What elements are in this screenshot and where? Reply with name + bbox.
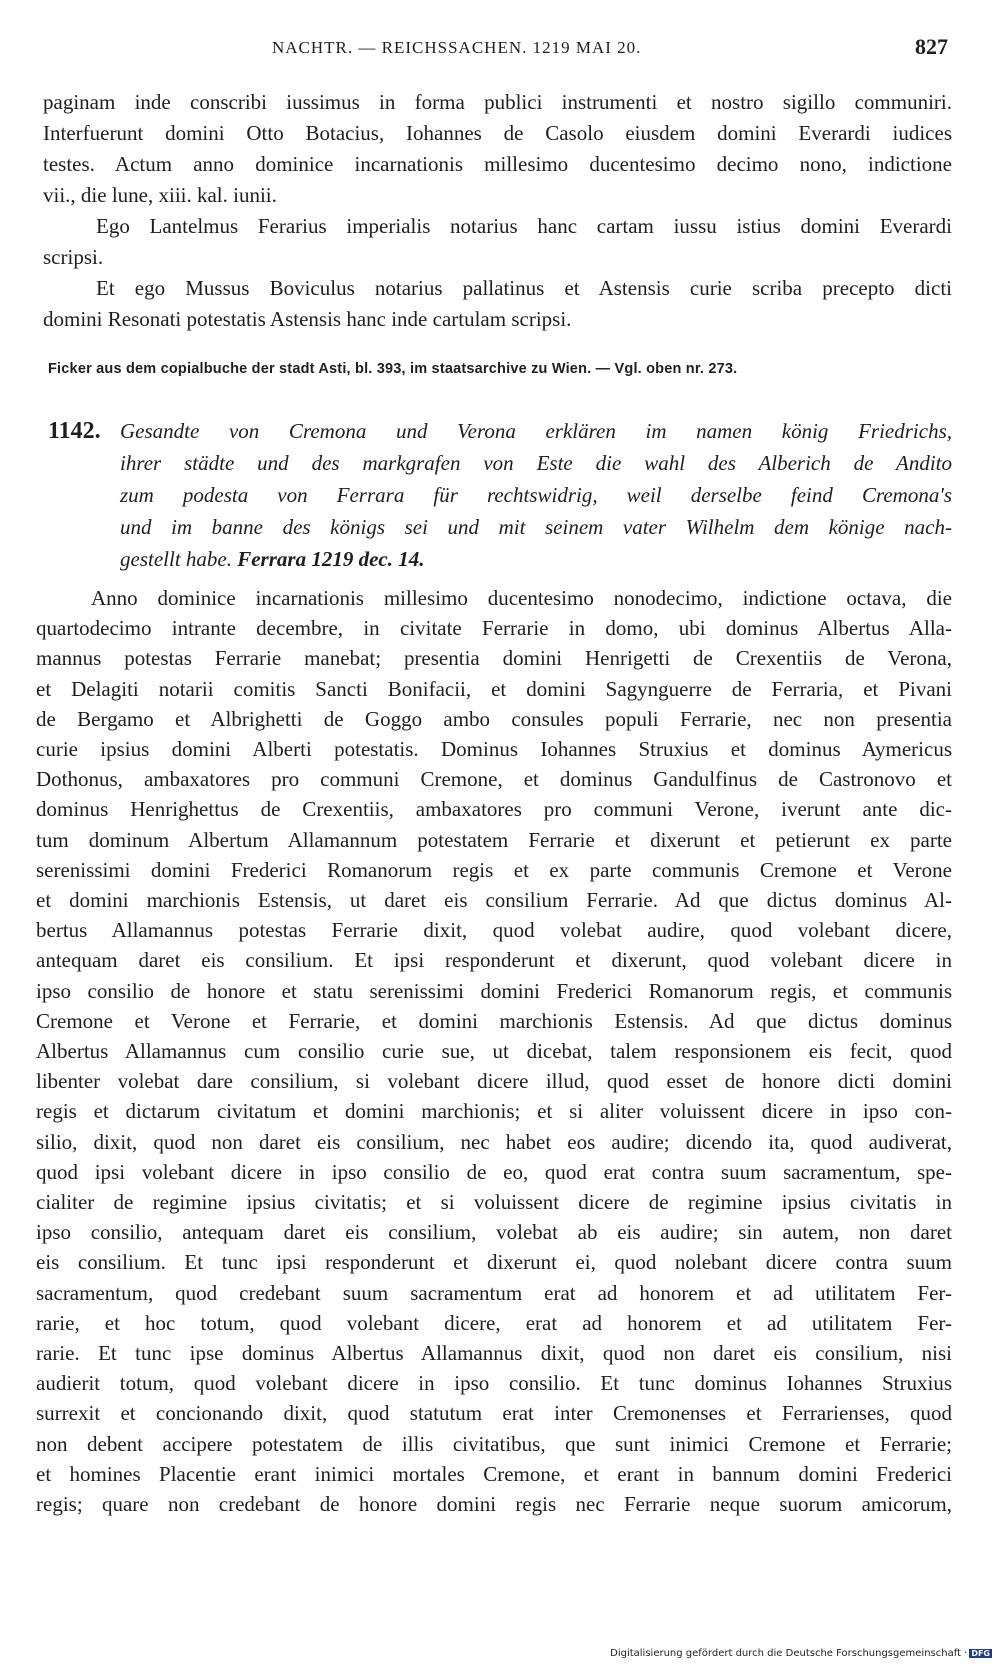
- footer-credit: [610, 1648, 992, 1659]
- text-line: rarie, et hoc totum, quod volebant dicere, erat ad honorem et ad utilitatem Fer-: [36, 1311, 952, 1335]
- text-line: vii., die lune, xiii. kal. iunii.: [43, 183, 277, 207]
- text-line: quod ipsi volebant dicere in ipso consilio de eo, quod erat contra suum sacramentum, spe-: [36, 1160, 952, 1184]
- page-number: 827: [915, 34, 948, 59]
- regest-line: zum podesta von Ferrara für rechtswidrig, weil derselbe feind Cremona's: [120, 483, 952, 507]
- text-line: Ego Lantelmus Ferarius imperialis notarius hanc cartam iussu istius domini Everardi: [96, 214, 952, 238]
- text-line: dominus Henrighettus de Crexentiis, ambaxatores pro communi Verone, iverunt ante dic-: [36, 797, 952, 821]
- text-line: mannus potestas Ferrarie manebat; presentia domini Henrigetti de Crexentiis de Verona,: [36, 646, 952, 670]
- text-line: cialiter de regimine ipsius civitatis; et si voluissent dicere de regimine ipsius civitatis in: [36, 1190, 952, 1214]
- text-line: et Delagiti notarii comitis Sancti Bonifacii, et domini Sagynguerre de Ferraria, et Pivani: [36, 677, 952, 701]
- text-line: regis et dictarum civitatum et domini marchionis; et si aliter voluissent dicere in ipso con-: [36, 1099, 952, 1123]
- regest-last-line: [120, 546, 424, 572]
- text-line: Anno dominice incarnationis millesimo ducentesimo nonodecimo, indictione octava, die: [91, 586, 952, 610]
- text-line: paginam inde conscribi iussimus in forma publici instrumenti et nostro sigillo communiri.: [43, 90, 952, 114]
- text-line: rarie. Et tunc ipse dominus Albertus Allamannus dixit, quod non daret eis consilium, nisi: [36, 1341, 952, 1365]
- text-line: Dothonus, ambaxatores pro communi Cremone, et dominus Gandulfinus de Castronovo et: [36, 767, 952, 791]
- source-note: Ficker aus dem copialbuche der stadt Asti, bl. 393, im staatsarchive zu Wien. — Vgl. oben nr. 273.: [48, 361, 738, 377]
- text-line: silio, dixit, quod non daret eis consilium, nec habet eos audire; dicendo ita, quod audiverat,: [36, 1130, 952, 1154]
- text-line: ipso consilio de honore et statu serenissimi domini Frederici Romanorum regis, et communis: [36, 979, 952, 1003]
- running-head: NACHTR. — REICHSSACHEN. 1219 MAI 20.: [272, 38, 642, 57]
- text-line: regis; quare non credebant de honore domini regis nec Ferrarie neque suorum amicorum,: [36, 1492, 952, 1516]
- text-line: Et ego Mussus Boviculus notarius pallatinus et Astensis curie scriba precepto dicti: [96, 276, 952, 300]
- regest-line: Gesandte von Cremona und Verona erklären im namen könig Friedrichs,: [120, 419, 952, 443]
- text-line: et domini marchionis Estensis, ut daret eis consilium Ferrarie. Ad que dictus dominus Al-: [36, 888, 952, 912]
- text-line: scripsi.: [43, 245, 104, 269]
- dfg-logo: DFG: [971, 1648, 990, 1658]
- text-line: surrexit et concionando dixit, quod statutum erat inter Cremonenses et Ferrarienses, quod: [36, 1401, 952, 1425]
- text-line: libenter volebat dare consilium, si volebant dicere illud, quod esset de honore dicti domini: [36, 1069, 952, 1093]
- text-line: et homines Placentie erant inimici mortales Cremone, et erant in bannum domini Frederici: [36, 1462, 952, 1486]
- text-line: Albertus Allamannus cum consilio curie sue, ut dicebat, talem responsionem eis fecit, quod: [36, 1039, 952, 1063]
- text-line: non debent accipere potestatem de illis civitatibus, que sunt inimici Cremone et Ferrarie;: [36, 1432, 952, 1456]
- text-line: tum dominum Albertum Allamannum potestatem Ferrarie et dixerunt et petierunt ex parte: [36, 828, 952, 852]
- text-line: sacramentum, quod credebant suum sacramentum erat ad honorem et ad utilitatem Fer-: [36, 1281, 952, 1305]
- text-line: Cremone et Verone et Ferrarie, et domini marchionis Estensis. Ad que dictus dominus: [36, 1009, 952, 1033]
- text-line: antequam daret eis consilium. Et ipsi responderunt et dixerunt, quod volebant dicere in: [36, 948, 952, 972]
- regest-line: und im banne des königs sei und mit seinem vater Wilhelm dem könige nach-: [120, 515, 952, 539]
- regest-number: 1142.: [48, 418, 101, 444]
- text-line: bertus Allamannus potestas Ferrarie dixit, quod volebat audire, quod volebant dicere,: [36, 918, 952, 942]
- regest-date: Ferrara 1219 dec. 14.: [237, 547, 425, 571]
- text-line: audierit totum, quod volebant dicere in ipso consilio. Et tunc dominus Iohannes Struxius: [36, 1371, 952, 1395]
- text-line: domini Resonati potestatis Astensis hanc inde cartulam scripsi.: [43, 307, 572, 331]
- text-line: quartodecimo intrante decembre, in civitate Ferrarie in domo, ubi dominus Albertus Alla-: [36, 616, 952, 640]
- text-line: Interfuerunt domini Otto Botacius, Iohannes de Casolo eiusdem domini Everardi iudices: [43, 121, 952, 145]
- text-line: serenissimi domini Frederici Romanorum regis et ex parte communis Cremone et Verone: [36, 858, 952, 882]
- text-line: ipso consilio, antequam daret eis consilium, volebat ab eis audire; sin autem, non daret: [36, 1220, 952, 1244]
- regest-last-text: gestellt habe.: [120, 547, 232, 571]
- text-line: curie ipsius domini Alberti potestatis. Dominus Iohannes Struxius et dominus Aymericus: [36, 737, 952, 761]
- text-line: testes. Actum anno dominice incarnationis millesimo ducentesimo decimo nono, indictione: [43, 152, 952, 176]
- regest-line: ihrer städte und des markgrafen von Este die wahl des Alberich de Andito: [120, 451, 952, 475]
- footer-credit-text: Digitalisierung gefördert durch die Deutsche Forschungsgemeinschaft ·: [610, 1648, 968, 1659]
- text-line: eis consilium. Et tunc ipsi responderunt et dixerunt ei, quod nolebant dicere contra suum: [36, 1250, 952, 1274]
- text-line: de Bergamo et Albrighetti de Goggo ambo consules populi Ferrarie, nec non presentia: [36, 707, 952, 731]
